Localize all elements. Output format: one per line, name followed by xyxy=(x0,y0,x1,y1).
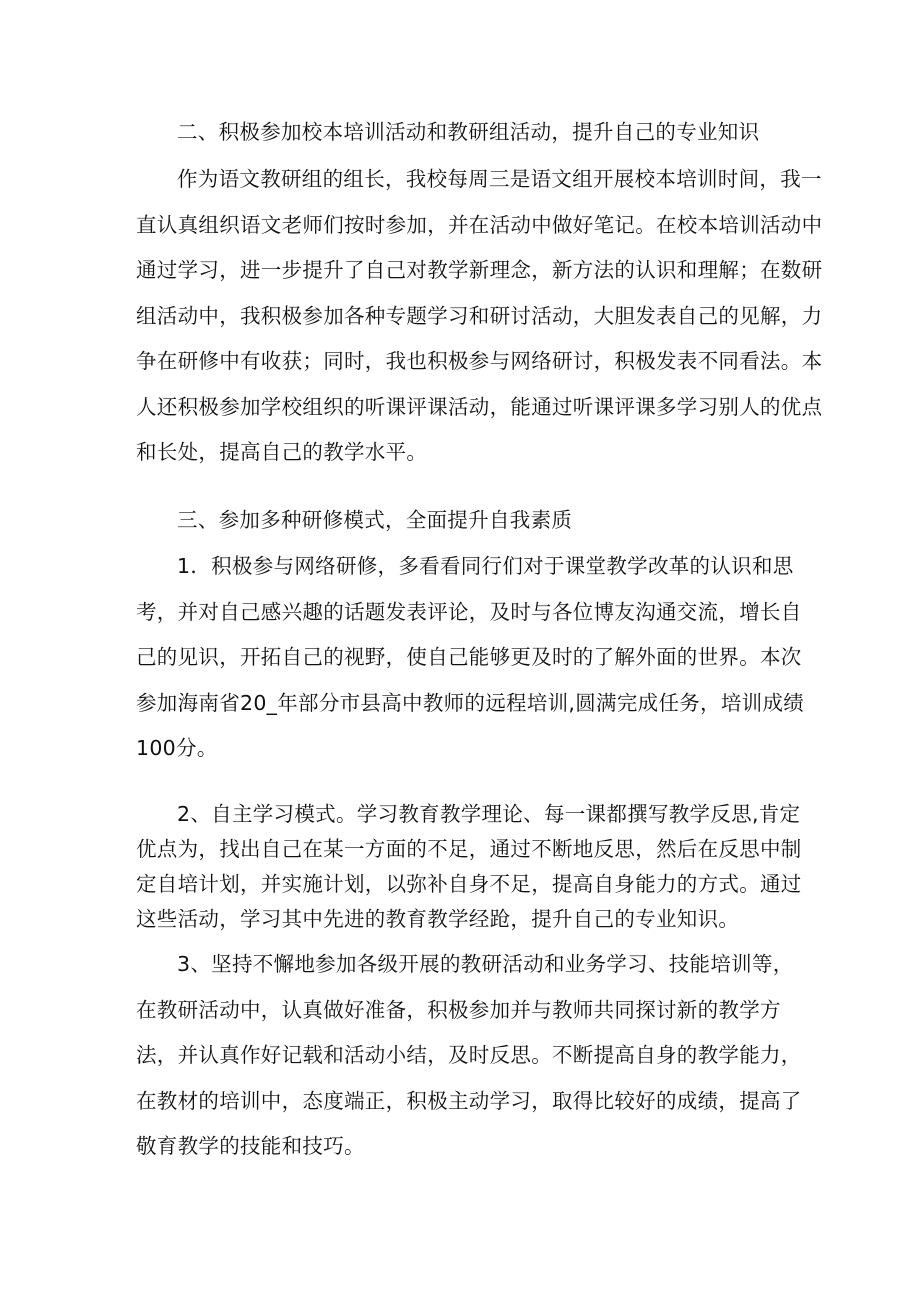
item-3-paragraph xyxy=(136,942,802,1170)
paragraph-line: 优点为，找出自己在某一方面的不足，通过不断地反思，然后在反思中制 xyxy=(136,837,802,861)
section-2-heading xyxy=(136,112,786,152)
paragraph-line: 作为语文教研组的组长，我校每周三是语文组开展校本培训时间，我一 xyxy=(177,167,822,191)
paragraph-line: 参加海南省20_年部分市县高中教师的远程培训,圆满完成任务，培训成绩 xyxy=(136,690,805,715)
paragraph-line: 直认真组织语文老师们按时参加，并在活动中做好笔记。在校本培训活动中 xyxy=(136,212,823,237)
paragraph-line: 100分。 xyxy=(136,736,218,760)
paragraph-line: 在教材的培训中，态度端正，积极主动学习，取得比较好的成绩，提高了 xyxy=(136,1088,802,1113)
paragraph-line: 敬育教学的技能和技巧。 xyxy=(136,1134,365,1158)
paragraph-line: 1．积极参与网络研修，多看看同行们对于课堂教学改革的认识和思 xyxy=(177,554,794,578)
paragraph-line: 组活动中，我积极参加各种专题学习和研讨活动，大胆发表自己的见解，力 xyxy=(136,303,823,328)
paragraph-line: 2、自主学习模式。学习教育教学理论、每一课都撰写教学反思,肯定 xyxy=(177,802,801,826)
section-2-paragraph xyxy=(136,157,823,476)
paragraph-line: 争在研修中有收获；同时，我也积极参与网络研讨，积极发表不同看法。本 xyxy=(136,349,823,373)
paragraph-line: 这些活动，学习其中先进的教育教学经跄，提升自己的专业知识。 xyxy=(136,907,740,931)
paragraph-line: 在教研活动中，认真做好准备，积极参加并与教师共同探讨新的教学方 xyxy=(136,997,781,1022)
paragraph-line: 和长处，提高自己的教学水平。 xyxy=(136,440,428,464)
paragraph-line: 考，并对自己感兴趣的话题发表评论，及时与各位博友沟通交流，增长自 xyxy=(136,599,802,624)
paragraph-line: 定自培计划，并实施计划，以弥补自身不足，提高自身能力的方式。通过 xyxy=(136,872,802,896)
heading-text: 三、参加多种研修模式，全面提升自我素质 xyxy=(177,508,573,532)
heading-text: 二、积极参加校本培训活动和教研组活动，提升自己的专业知识 xyxy=(177,120,760,144)
paragraph-line: 人还积极参加学校组织的听课评课活动，能通过听课评课多学习别人的优点 xyxy=(136,394,823,419)
paragraph-line: 通过学习，进一步提升了自己对教学新理念，新方法的认识和理解；在数研 xyxy=(136,258,823,282)
paragraph-line: 法，并认真作好记载和活动小结，及时反思。不断提高自身的教学能力， xyxy=(136,1043,802,1067)
item-2-paragraph xyxy=(136,797,802,937)
paragraph-line: 己的见识，开拓自己的视野，使自己能够更及时的了解外面的世界。本次 xyxy=(136,645,802,669)
paragraph-line: 3、坚持不懈地参加各级开展的教研活动和业务学习、技能培训等， xyxy=(177,952,794,976)
item-1-paragraph xyxy=(136,544,805,772)
section-3-heading xyxy=(136,500,786,540)
